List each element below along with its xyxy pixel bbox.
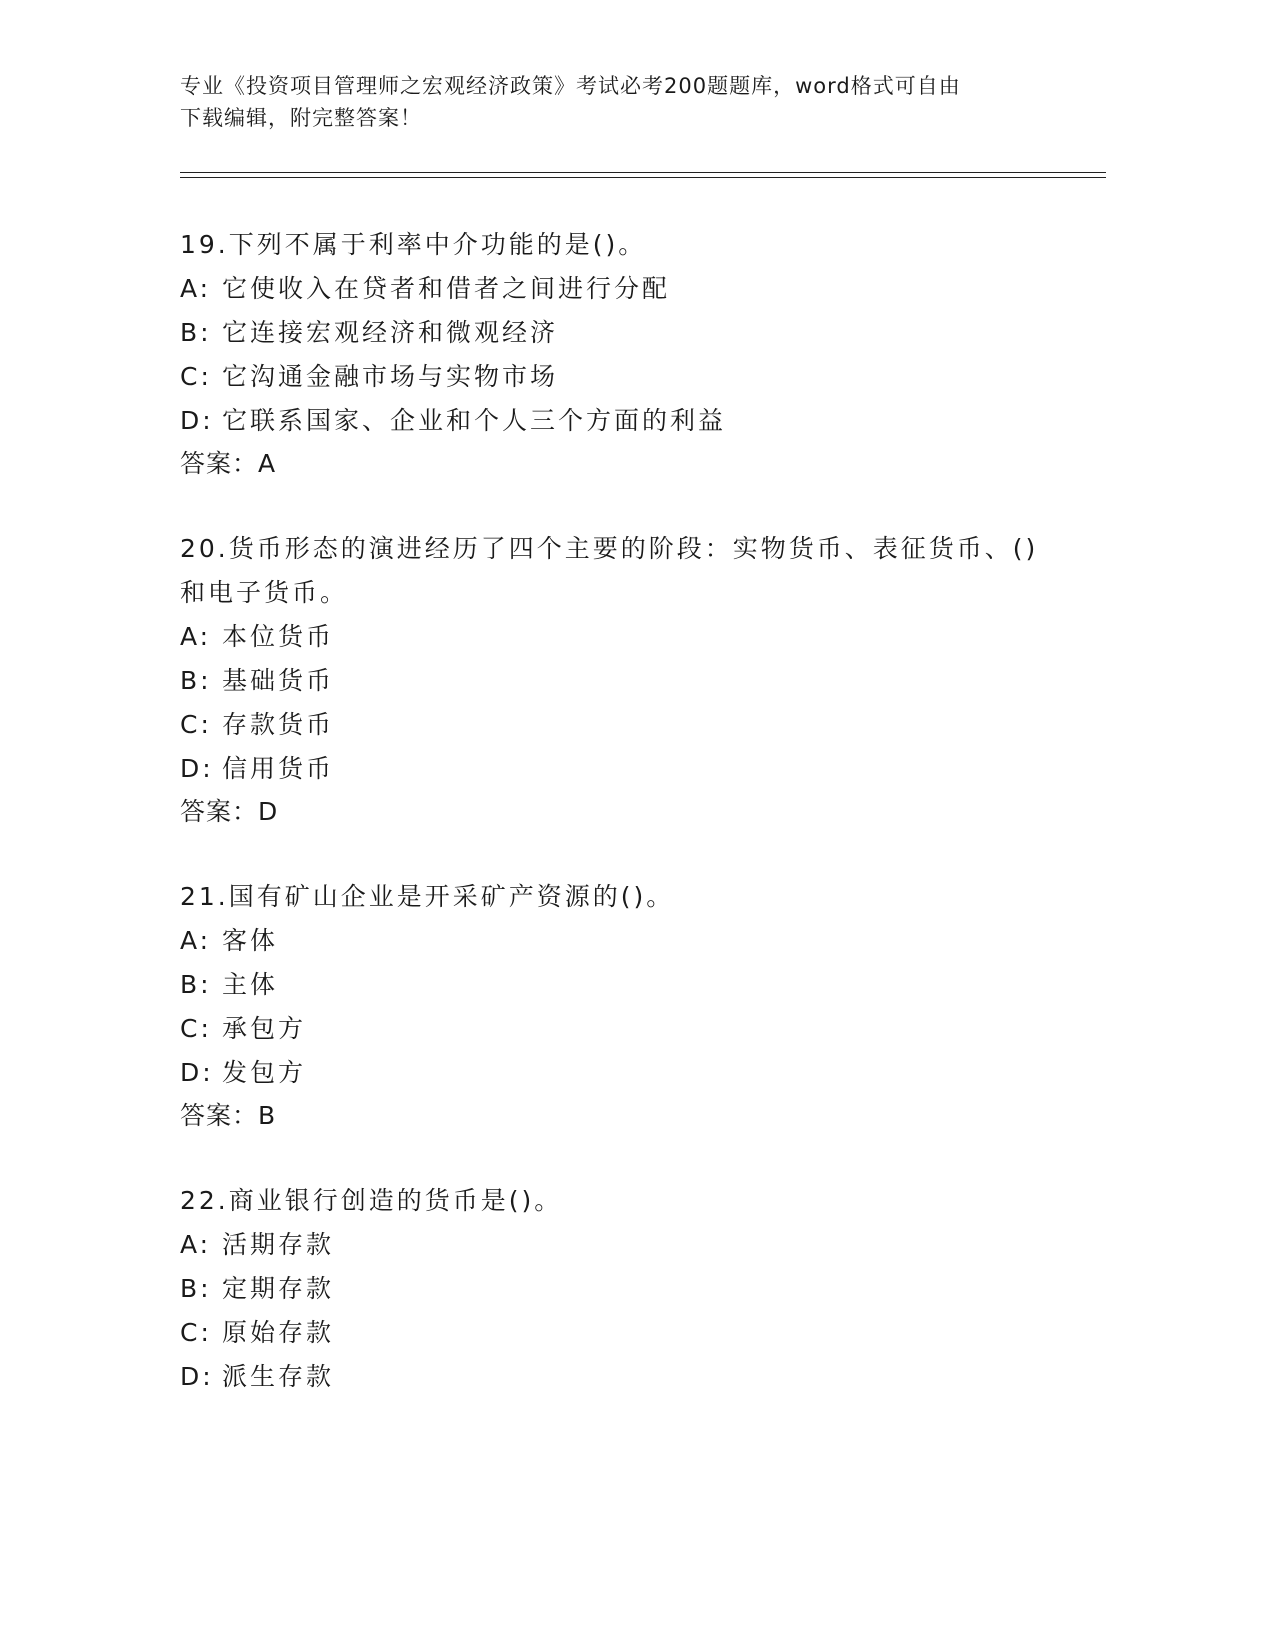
option-text: 发包方: [222, 1058, 307, 1087]
answer-option: [180, 919, 1080, 963]
question-block: [180, 223, 1080, 485]
question-block: [180, 1179, 1080, 1399]
option-key: A:: [180, 1230, 212, 1259]
answer-option: [180, 311, 1080, 355]
answer-line: 答案：D: [180, 797, 279, 826]
option-key: D:: [180, 1058, 214, 1087]
answer-option: [180, 355, 1080, 399]
option-key: B:: [180, 666, 212, 695]
option-key: C:: [180, 710, 212, 739]
option-key: A:: [180, 622, 212, 651]
answer-option: [180, 1311, 1080, 1355]
option-key: D:: [180, 1362, 214, 1391]
answer-option: [180, 1267, 1080, 1311]
question-stem: 19.下列不属于利率中介功能的是()。: [180, 230, 647, 259]
option-text: 承包方: [222, 1014, 307, 1043]
answer-line: 答案：A: [180, 449, 277, 478]
question-block: [180, 875, 1080, 1137]
option-key: D:: [180, 406, 214, 435]
answer-option: [180, 1051, 1080, 1095]
option-key: C:: [180, 362, 212, 391]
answer-option: [180, 1007, 1080, 1051]
option-text: 派生存款: [222, 1362, 335, 1391]
question-stem: 21.国有矿山企业是开采矿产资源的()。: [180, 882, 675, 911]
question-stem: 22.商业银行创造的货币是()。: [180, 1186, 563, 1215]
option-text: 存款货币: [222, 710, 335, 739]
answer-line: 答案：B: [180, 1101, 277, 1130]
option-key: D:: [180, 754, 214, 783]
header-divider-top: [180, 172, 1106, 173]
option-text: 客体: [222, 926, 279, 955]
answer-option: [180, 747, 1080, 791]
option-text: 它沟通金融市场与实物市场: [222, 362, 559, 391]
answer-option: [180, 1355, 1080, 1399]
option-text: 原始存款: [222, 1318, 335, 1347]
answer-option: [180, 615, 1080, 659]
option-text: 活期存款: [222, 1230, 335, 1259]
option-text: 基础货币: [222, 666, 335, 695]
option-text: 它使收入在贷者和借者之间进行分配: [222, 274, 671, 303]
answer-option: [180, 703, 1080, 747]
option-key: C:: [180, 1318, 212, 1347]
option-text: 主体: [222, 970, 279, 999]
option-text: 本位货币: [222, 622, 335, 651]
answer-option: [180, 659, 1080, 703]
question-list: [180, 223, 1080, 1441]
header-line-1: 专业《投资项目管理师之宏观经济政策》考试必考200题题库，word格式可自由: [180, 74, 961, 98]
option-key: C:: [180, 1014, 212, 1043]
option-text: 信用货币: [222, 754, 335, 783]
option-text: 它连接宏观经济和微观经济: [222, 318, 559, 347]
question-stem: 和电子货币。: [180, 578, 349, 607]
document-header: [180, 70, 1060, 134]
answer-option: [180, 267, 1080, 311]
answer-option: [180, 399, 1080, 443]
option-text: 定期存款: [222, 1274, 335, 1303]
option-key: B:: [180, 970, 212, 999]
answer-option: [180, 1223, 1080, 1267]
question-stem: 20.货币形态的演进经历了四个主要的阶段：实物货币、表征货币、(): [180, 534, 1039, 563]
option-key: A:: [180, 926, 212, 955]
question-block: [180, 527, 1080, 833]
option-text: 它联系国家、企业和个人三个方面的利益: [222, 406, 727, 435]
answer-option: [180, 963, 1080, 1007]
option-key: B:: [180, 318, 212, 347]
option-key: A:: [180, 274, 212, 303]
header-line-2: 下载编辑，附完整答案！: [180, 106, 422, 130]
header-divider-bottom: [180, 177, 1106, 178]
option-key: B:: [180, 1274, 212, 1303]
